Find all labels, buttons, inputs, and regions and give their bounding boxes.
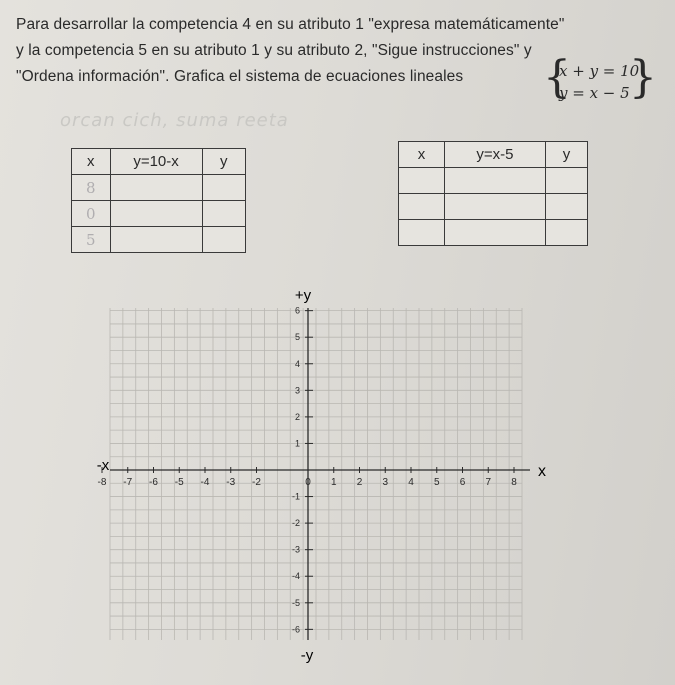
y-negative-label: -y xyxy=(300,647,314,664)
y-tick-label: -2 xyxy=(291,518,300,529)
left-brace: { xyxy=(543,52,571,103)
y-tick-label: -5 xyxy=(291,597,300,608)
x-negative-label: -x xyxy=(96,457,110,474)
x-tick-label: 6 xyxy=(459,477,466,488)
x-tick-label: -7 xyxy=(123,477,133,488)
y-tick-label: 5 xyxy=(294,332,300,343)
instruction-line-2: y la competencia 5 en su atributo 1 y su atributo 2, "Sigue instrucciones" y xyxy=(16,42,532,59)
x-tick-label: 5 xyxy=(433,477,440,488)
x-tick-label: -4 xyxy=(200,477,210,488)
graph-grid xyxy=(110,305,522,640)
header-y: y xyxy=(202,149,245,175)
right-brace: } xyxy=(629,52,657,103)
x-tick-label: 1 xyxy=(330,477,337,488)
cell-x[interactable]: 8 xyxy=(72,175,111,201)
x-tick-label: -3 xyxy=(226,477,236,488)
y-tick-label: 3 xyxy=(294,385,300,396)
header-y: y xyxy=(545,142,587,168)
y-tick-label: -3 xyxy=(291,544,300,555)
x-tick-labels xyxy=(98,477,518,488)
cell-x[interactable]: 5 xyxy=(72,227,111,253)
header-x: x xyxy=(399,142,445,168)
y-tick-label: 2 xyxy=(294,411,300,422)
header-x: x xyxy=(72,149,111,175)
x-tick-label: -8 xyxy=(97,477,107,488)
cell-x[interactable]: 0 xyxy=(72,201,111,227)
x-tick-label: 7 xyxy=(485,477,492,488)
x-tick-label: -6 xyxy=(149,477,158,488)
x-positive-label: x xyxy=(538,463,546,480)
y-tick-label: 4 xyxy=(294,358,300,369)
instruction-line-3: "Ordena información". Grafica el sistema de ecuaciones lineales xyxy=(16,68,464,85)
y-tick-label: -6 xyxy=(291,624,300,635)
y-tick-label: -1 xyxy=(291,491,300,502)
y-tick-label: 6 xyxy=(294,305,300,316)
x-tick-label: 0 xyxy=(305,477,311,488)
x-tick-label: 3 xyxy=(382,477,389,488)
x-tick-label: -2 xyxy=(252,477,261,488)
equation-1: x + y = 10 xyxy=(559,62,640,80)
y-positive-label: +y xyxy=(294,287,312,304)
x-tick-label: 8 xyxy=(511,477,517,488)
header-formula: y=10-x xyxy=(110,149,202,175)
x-tick-label: 2 xyxy=(356,477,363,488)
faded-handwriting: orcan cich, suma reeta xyxy=(60,110,289,131)
instruction-line-1: Para desarrollar la competencia 4 en su atributo 1 "expresa matemáticamente" xyxy=(16,16,565,33)
y-tick-label: -4 xyxy=(291,571,300,582)
x-tick-label: 4 xyxy=(408,477,414,488)
y-tick-label: 1 xyxy=(294,438,300,449)
header-formula: y=x-5 xyxy=(444,142,545,168)
equation-2: y = x − 5 xyxy=(559,84,630,102)
x-tick-label: -5 xyxy=(174,477,184,488)
